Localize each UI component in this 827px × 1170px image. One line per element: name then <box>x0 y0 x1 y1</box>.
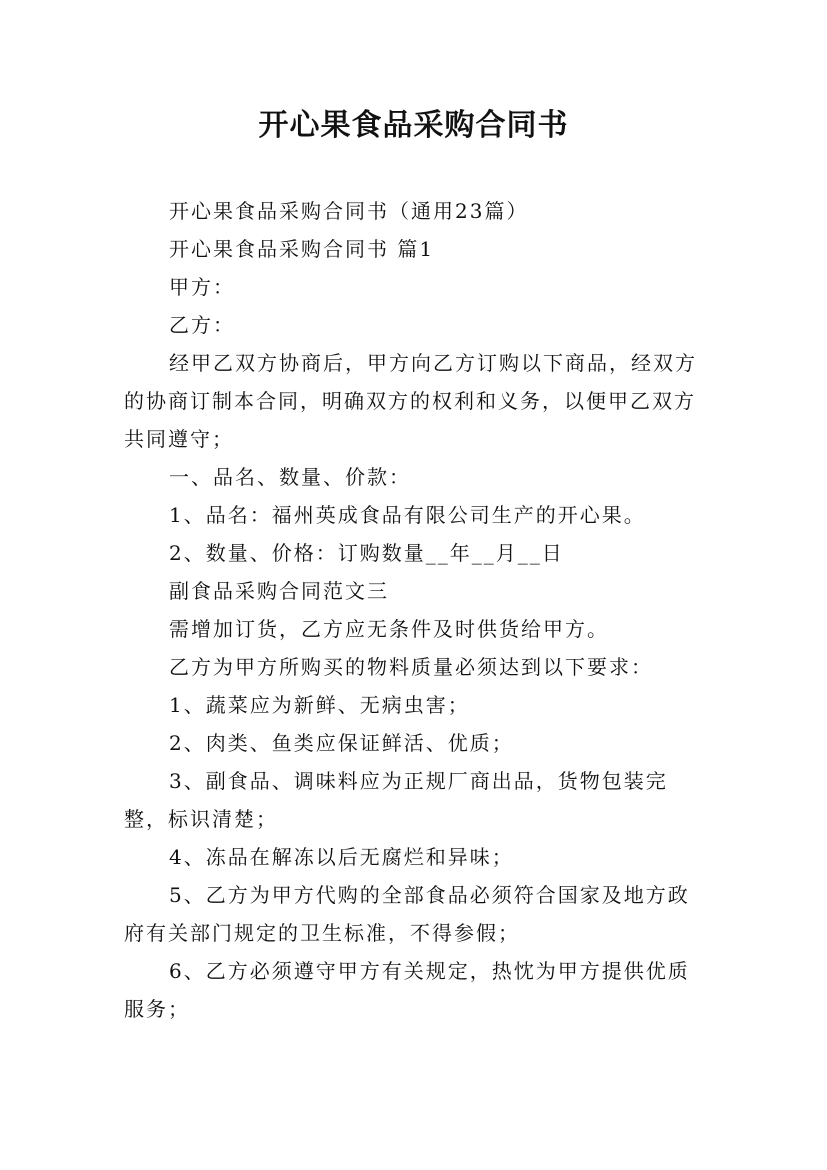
paragraph-extra-order: 需增加订货，乙方应无条件及时供货给甲方。 <box>169 617 609 641</box>
paragraph-heading-collection: 开心果食品采购合同书（通用23篇） <box>169 199 529 223</box>
paragraph-sample-three: 副食品采购合同范文三 <box>169 579 389 603</box>
paragraph-item-quantity: 2、数量、价格：订购数量__年__月__日 <box>169 541 564 565</box>
paragraph-party-b: 乙方： <box>169 313 235 337</box>
paragraph-requirement-3: 3、副食品、调味料应为正规厂商出品，货物包装完整，标识清楚； <box>124 769 668 831</box>
paragraph-section-1: 一、品名、数量、价款： <box>169 465 411 489</box>
paragraph-quality-requirements: 乙方为甲方所购买的物料质量必须达到以下要求： <box>169 655 653 679</box>
paragraph-preamble: 经甲乙双方协商后，甲方向乙方订购以下商品，经双方的协商订制本合同，明确双方的权利和义务，以便甲乙双方共同遵守； <box>124 351 697 451</box>
paragraph-requirement-1: 1、蔬菜应为新鲜、无病虫害； <box>169 693 470 717</box>
paragraph-requirement-2: 2、肉类、鱼类应保证鲜活、优质； <box>169 731 514 755</box>
paragraph-requirement-6: 6、乙方必须遵守甲方有关规定，热忱为甲方提供优质服务； <box>124 959 690 1021</box>
paragraph-item-name: 1、品名：福州英成食品有限公司生产的开心果。 <box>169 503 646 527</box>
paragraph-party-a: 甲方： <box>169 275 235 299</box>
paragraph-heading-part-1: 开心果食品采购合同书 篇1 <box>169 237 435 261</box>
paragraph-requirement-5: 5、乙方为甲方代购的全部食品必须符合国家及地方政府有关部门规定的卫生标准，不得参假； <box>124 883 690 945</box>
document-title: 开心果食品采购合同书 <box>258 108 569 143</box>
paragraph-requirement-4: 4、冻品在解冻以后无腐烂和异味； <box>169 845 514 869</box>
document-body <box>124 192 708 1028</box>
